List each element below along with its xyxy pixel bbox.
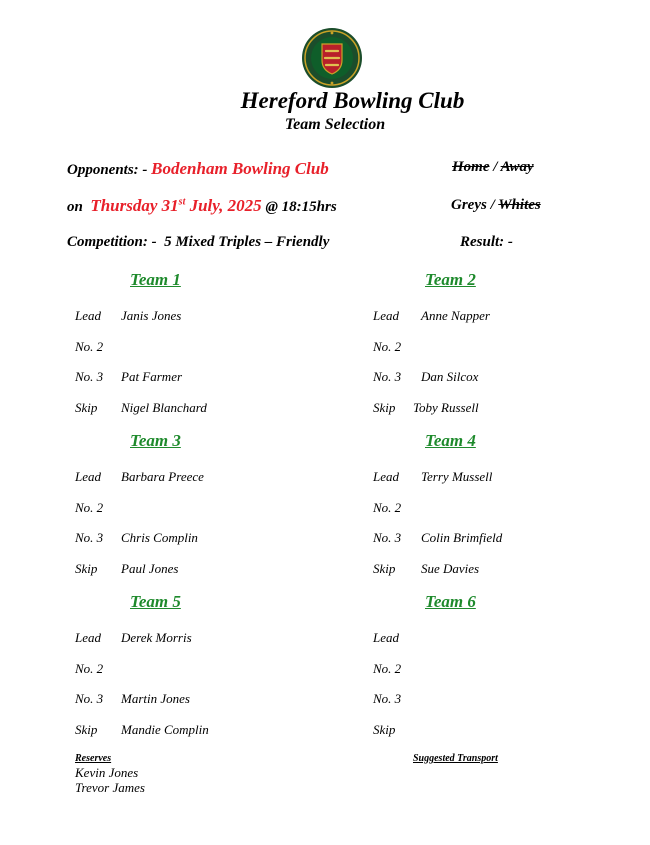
- player-name: Nigel Blanchard: [121, 400, 207, 415]
- colours-choice: [451, 197, 541, 214]
- on-label: on: [67, 199, 83, 215]
- player-position-label: Skip: [75, 561, 98, 576]
- player-name: Barbara Preece: [121, 469, 204, 484]
- competition-value: 5 Mixed Triples – Friendly: [164, 234, 330, 250]
- player-position-label: No. 2: [75, 339, 104, 354]
- player-position-label: No. 3: [373, 369, 402, 384]
- date-day: Thursday 31: [90, 196, 179, 215]
- player-name: Derek Morris: [121, 630, 192, 645]
- team-5-heading: Team 5: [130, 592, 181, 611]
- player-name: Paul Jones: [121, 561, 179, 576]
- opponents-value: Bodenham Bowling Club: [151, 159, 329, 178]
- player-position-label: No. 2: [75, 661, 104, 676]
- player-name: Terry Mussell: [421, 469, 493, 484]
- date-suffix: st: [178, 196, 186, 208]
- player-name: Martin Jones: [121, 691, 190, 706]
- player-position-label: No. 2: [75, 500, 104, 515]
- home-away: [452, 159, 534, 176]
- player-name: Sue Davies: [421, 561, 480, 576]
- team-4-heading: Team 4: [425, 431, 476, 450]
- player-position-label: No. 3: [75, 369, 104, 384]
- player-position-label: Lead: [373, 308, 399, 323]
- opponents-row: [67, 159, 329, 179]
- player-name: Dan Silcox: [421, 369, 479, 384]
- player-position-label: No. 3: [75, 691, 104, 706]
- player-position-label: Lead: [373, 469, 399, 484]
- home-away-separator: /: [489, 159, 501, 175]
- match-date: [90, 196, 261, 215]
- player-position-label: Lead: [373, 630, 399, 645]
- player-position-label: Skip: [75, 722, 98, 737]
- reserve-name: Trevor James: [75, 780, 145, 795]
- team-3-heading: Team 3: [130, 431, 181, 450]
- player-name: Mandie Complin: [121, 722, 209, 737]
- player-position-label: Skip: [373, 722, 396, 737]
- player-position-label: No. 3: [373, 691, 402, 706]
- page-subtitle: Team Selection: [284, 116, 386, 133]
- player-name: Janis Jones: [121, 308, 182, 323]
- player-position-label: No. 3: [75, 530, 104, 545]
- team-6-heading: Team 6: [425, 592, 476, 611]
- player-position-label: Skip: [373, 561, 396, 576]
- away-option: Away: [500, 159, 534, 175]
- player-position-label: Skip: [373, 400, 396, 415]
- club-crest-logo: [301, 27, 363, 89]
- player-position-label: Lead: [75, 469, 101, 484]
- whites-option: Whites: [498, 197, 541, 213]
- player-position-label: Lead: [75, 308, 101, 323]
- reserves-label: Reserves: [75, 753, 112, 764]
- date-rest: July, 2025: [185, 196, 262, 215]
- opponents-label: Opponents: -: [67, 162, 148, 178]
- competition-row: [67, 234, 329, 251]
- player-position-label: No. 2: [373, 500, 402, 515]
- result-label: Result: -: [460, 234, 513, 250]
- player-position-label: No. 3: [373, 530, 402, 545]
- player-position-label: No. 2: [373, 661, 402, 676]
- team-2-heading: Team 2: [425, 270, 476, 289]
- player-name: Chris Complin: [121, 530, 198, 545]
- match-time: @ 18:15hrs: [265, 199, 337, 215]
- player-position-label: Lead: [75, 630, 101, 645]
- player-name: Toby Russell: [413, 400, 479, 415]
- competition-label: Competition: -: [67, 234, 157, 250]
- home-option: Home: [452, 159, 490, 175]
- date-row: [67, 196, 337, 216]
- team-1-heading: Team 1: [130, 270, 181, 289]
- player-name: Colin Brimfield: [421, 530, 503, 545]
- player-name: Anne Napper: [421, 308, 490, 323]
- greys-option: Greys /: [451, 197, 499, 213]
- reserve-name: Kevin Jones: [75, 765, 139, 780]
- club-title: Hereford Bowling Club: [240, 88, 465, 113]
- player-position-label: No. 2: [373, 339, 402, 354]
- suggested-transport-label: Suggested Transport: [413, 753, 498, 764]
- player-position-label: Skip: [75, 400, 98, 415]
- player-name: Pat Farmer: [121, 369, 183, 384]
